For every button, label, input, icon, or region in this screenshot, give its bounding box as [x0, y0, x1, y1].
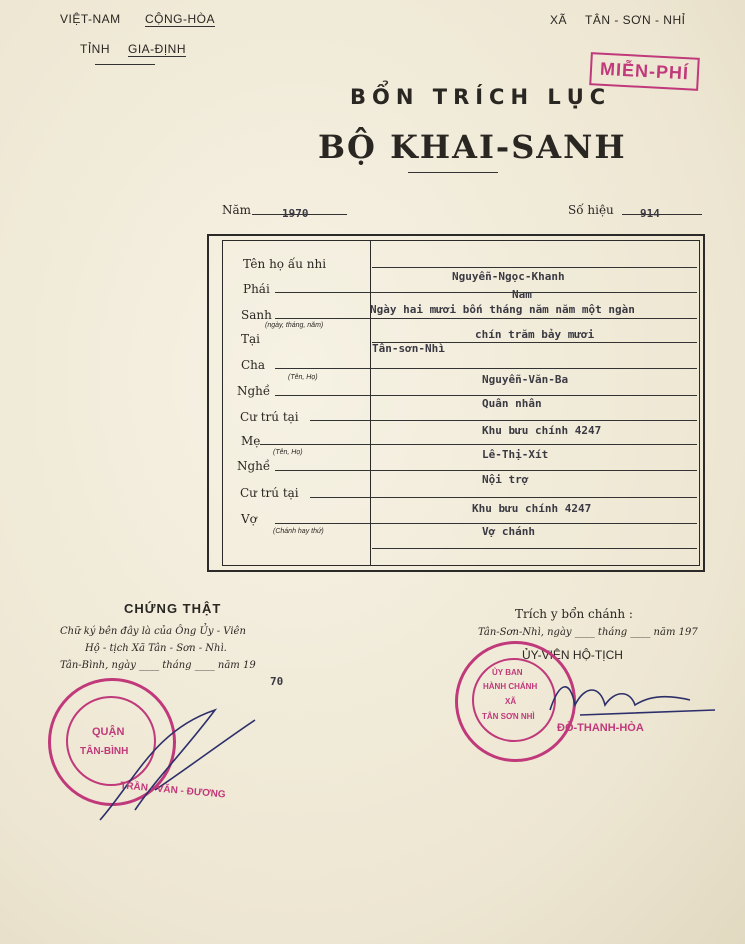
header-divider: [95, 64, 155, 65]
birth-value-line1: Ngày hai mươi bốn tháng năm năm một ngàn: [370, 303, 635, 316]
row-line: [260, 444, 697, 445]
name-label: Tên họ ấu nhi: [243, 257, 327, 271]
commune-seal-line4: TÂN SƠN NHÌ: [482, 712, 535, 721]
mother-residence-label: Cư trú tại: [240, 486, 299, 500]
father-value: Nguyễn-Văn-Ba: [482, 373, 569, 386]
wife-value: Vợ chánh: [482, 525, 535, 538]
commune-text: TÂN - SƠN - NHỈ: [585, 13, 686, 27]
birth-sublabel: (ngày, tháng, năm): [265, 322, 324, 329]
district-seal-top: QUẬN: [92, 726, 125, 738]
title-ornament: [408, 172, 498, 173]
certification-year: 70: [270, 675, 284, 688]
birth-label: Sanh: [241, 308, 272, 322]
document-subtitle: BỔN TRÍCH LỤC: [350, 85, 612, 109]
row-line: [275, 318, 697, 319]
father-job-value: Quân nhân: [482, 397, 542, 410]
number-value: 914: [640, 207, 660, 220]
sex-label: Phái: [243, 282, 270, 296]
row-line: [310, 497, 697, 498]
form-inner-frame: [222, 240, 700, 566]
extract-heading: Trích y bổn chánh :: [515, 607, 633, 621]
extract-place-date: Tân-Sơn-Nhì, ngày ____ tháng ____ năm 197: [478, 627, 698, 638]
extract-signature: [540, 670, 720, 730]
row-line: [372, 267, 697, 268]
republic-text: CỘNG-HÒA: [145, 12, 215, 26]
commune-label: XÃ: [550, 13, 568, 27]
row-line: [372, 548, 697, 549]
commune-seal-line1: ỦY BAN: [492, 668, 523, 677]
mother-job-label: Nghề: [237, 459, 271, 473]
name-value: Nguyễn-Ngọc-Khanh: [452, 270, 565, 283]
wife-sublabel: (Chánh hay thứ): [273, 528, 324, 535]
certification-place-date: Tân-Bình, ngày ____ tháng ____ năm 19: [60, 660, 256, 671]
mother-label: Mẹ: [241, 434, 261, 448]
row-line: [310, 420, 697, 421]
province-label: TỈNH: [80, 42, 110, 56]
document-title: BỘ KHAI-SANH: [318, 128, 627, 166]
row-line: [275, 523, 697, 524]
mother-value: Lê-Thị-Xít: [482, 448, 549, 461]
birth-value-line2: chín trăm bảy mươi: [475, 328, 595, 341]
free-stamp: MIỄN-PHÍ: [589, 52, 700, 91]
number-label: Số hiệu: [568, 203, 614, 217]
row-line: [275, 470, 697, 471]
commune-seal-line2: HÀNH CHÁNH: [483, 682, 538, 691]
row-line: [275, 292, 697, 293]
country-text: VIỆT-NAM: [60, 12, 121, 26]
mother-job-value: Nội trợ: [482, 473, 529, 486]
district-seal-bottom: TÂN-BÌNH: [80, 746, 129, 757]
extract-official: ỦY-VIÊN HỘ-TỊCH: [522, 648, 623, 662]
place-label: Tại: [241, 332, 260, 346]
mother-sublabel: (Tên, Họ): [273, 449, 303, 456]
certification-signer: TRẦN - VĂN - ĐƯƠNG: [119, 780, 226, 801]
father-residence-value: Khu bưu chính 4247: [482, 424, 602, 437]
father-residence-label: Cư trú tại: [240, 410, 299, 424]
province-text: GIA-ĐỊNH: [128, 42, 186, 56]
extract-signer: ĐỖ-THANH-HÒA: [557, 722, 644, 734]
father-sublabel: (Tên, Họ): [288, 374, 318, 381]
year-label: Năm: [222, 203, 252, 217]
certification-line2: Hộ - tịch Xã Tân - Sơn - Nhì.: [85, 643, 227, 654]
father-job-label: Nghề: [237, 384, 271, 398]
row-line: [275, 368, 697, 369]
year-value: 1970: [282, 207, 309, 220]
sex-value: Nam: [512, 288, 532, 301]
place-value: Tân-sơn-Nhì: [372, 342, 445, 355]
mother-residence-value: Khu bưu chính 4247: [472, 502, 592, 515]
form-divider: [370, 240, 371, 566]
certification-heading: CHỨNG THẬT: [124, 601, 222, 616]
wife-label: Vợ: [241, 512, 257, 526]
certification-signature: [95, 690, 265, 830]
commune-seal-line3: XÃ: [505, 697, 517, 706]
row-line: [275, 395, 697, 396]
father-label: Cha: [241, 358, 266, 372]
certification-line1: Chữ ký bên đây là của Ông Ủy - Viên: [60, 626, 246, 637]
number-line: [622, 214, 702, 215]
